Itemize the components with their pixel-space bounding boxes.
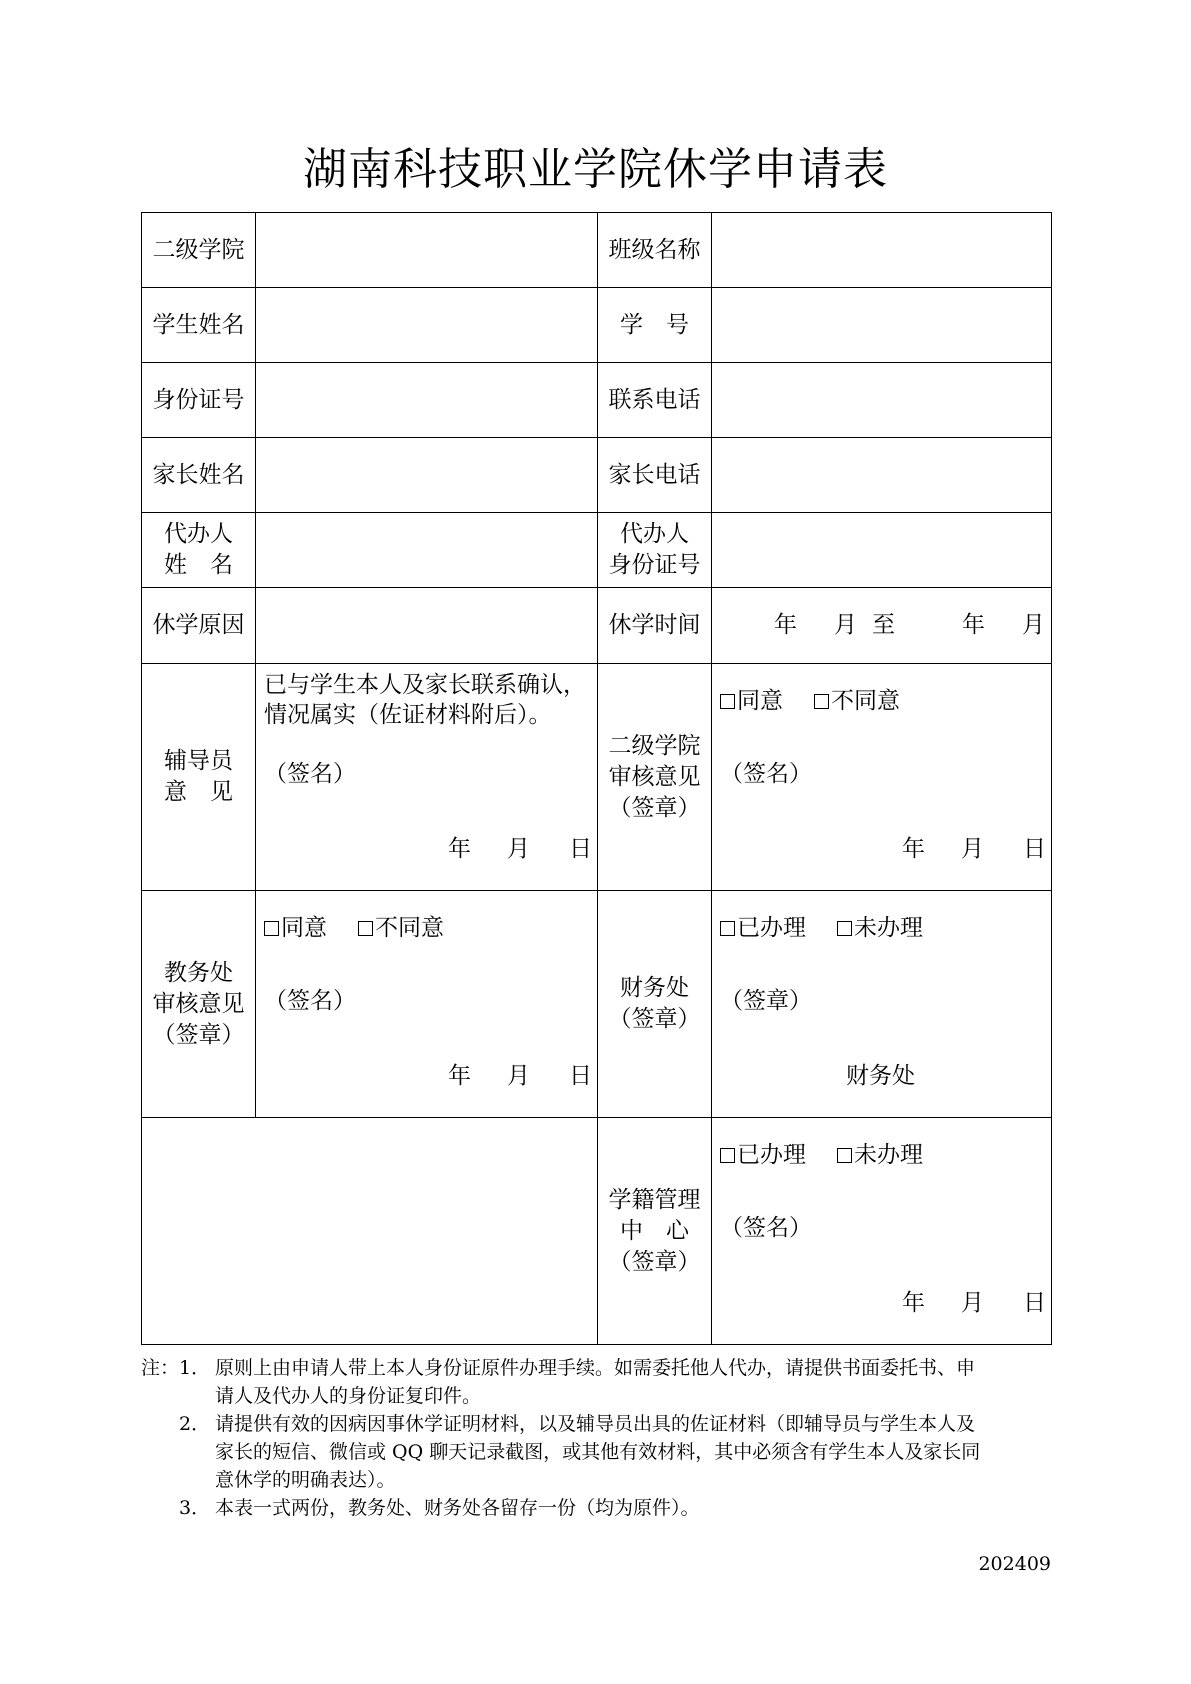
academic-affairs-label-line3: （签章）: [152, 1021, 245, 1048]
id-number-value[interactable]: [256, 363, 598, 438]
agree-checkbox[interactable]: [720, 694, 735, 709]
note-2-line-2: 家长的短信、微信或 QQ 聊天记录截图，或其他有效材料，其中必须含有学生本人及家长同: [215, 1441, 981, 1463]
parent-phone-value[interactable]: [712, 438, 1052, 513]
note-3-number: 3．: [179, 1497, 211, 1519]
done-checkbox[interactable]: [720, 921, 735, 936]
counselor-date-year: 年: [448, 836, 471, 862]
note-2-number: 2．: [179, 1413, 211, 1435]
class-name-value[interactable]: [712, 213, 1052, 288]
registry-date-day: 日: [1023, 1290, 1046, 1316]
note-1-number: 1．: [179, 1357, 211, 1379]
student-name-value[interactable]: [256, 288, 598, 363]
college-review-label-line1: 二级学院: [608, 732, 701, 759]
note-1-line-2: 请人及代办人的身份证复印件。: [215, 1385, 482, 1407]
period-start-month: 月: [834, 612, 857, 638]
registry-label-line2: 中 心: [620, 1217, 689, 1244]
finance-label-line1: 财务处: [620, 975, 689, 1001]
parent-name-value[interactable]: [256, 438, 598, 513]
registry-label-line3: （签章）: [608, 1248, 701, 1275]
college-review-label-line3: （签章）: [608, 794, 701, 821]
agent-id-value[interactable]: [712, 513, 1052, 588]
counselor-text-1: 已与学生本人及家长联系确认，: [264, 672, 586, 698]
period-to: 至: [872, 612, 895, 638]
college-review-opinion[interactable]: [712, 664, 1052, 891]
agree-checkbox[interactable]: [264, 921, 279, 936]
academic-affairs-date-month: 月: [507, 1063, 530, 1089]
academic-affairs-label-line2: 审核意见: [152, 990, 245, 1017]
counselor-text-2: 情况属实（佐证材料附后）。: [264, 702, 552, 728]
registry-date-year: 年: [902, 1290, 925, 1316]
notes-prefix: 注：: [141, 1357, 180, 1379]
done-checkbox[interactable]: [720, 1148, 735, 1163]
note-3-line-1: 本表一式两份，教务处、财务处各留存一份（均为原件）。: [215, 1497, 700, 1519]
agent-id-label: [598, 513, 712, 588]
period-end-year: 年: [962, 612, 985, 638]
agent-name-label-line2: 姓 名: [164, 552, 233, 578]
college-value[interactable]: [256, 213, 598, 288]
registry-sign: （签名）: [720, 1215, 812, 1241]
note-2-line-1: 请提供有效的因病因事休学证明材料，以及辅导员出具的佐证材料（即辅导员与学生本人及: [215, 1413, 976, 1435]
finance-opinion[interactable]: [712, 891, 1052, 1118]
not-done-checkbox[interactable]: [837, 921, 852, 936]
not-done-label: 未办理: [854, 915, 923, 941]
college-label: 二级学院: [142, 213, 256, 288]
period-start-year: 年: [774, 612, 797, 638]
student-id-value[interactable]: [712, 288, 1052, 363]
disagree-label: 不同意: [831, 688, 900, 714]
student-id-label: 学 号: [598, 288, 712, 363]
reason-label: 休学原因: [142, 588, 256, 664]
done-label: 已办理: [737, 1142, 806, 1168]
done-label: 已办理: [737, 915, 806, 941]
agent-name-label-line1: 代办人: [164, 521, 233, 547]
agent-name-label: [142, 513, 256, 588]
finance-label: [598, 891, 712, 1118]
version-code: 202409: [978, 1553, 1051, 1575]
counselor-label-line1: 辅导员: [164, 748, 233, 774]
registry-date-month: 月: [961, 1290, 984, 1316]
notes: [141, 1354, 1053, 1522]
period-value[interactable]: [712, 588, 1052, 664]
registry-label-line1: 学籍管理: [608, 1186, 701, 1213]
academic-affairs-label: [142, 891, 256, 1118]
parent-name-label: 家长姓名: [142, 438, 256, 513]
disagree-checkbox[interactable]: [814, 694, 829, 709]
academic-affairs-date-day: 日: [569, 1063, 592, 1089]
college-review-date-day: 日: [1023, 836, 1046, 862]
registry-opinion[interactable]: [712, 1118, 1052, 1345]
id-number-label: 身份证号: [142, 363, 256, 438]
agent-name-value[interactable]: [256, 513, 598, 588]
student-name-label: 学生姓名: [142, 288, 256, 363]
academic-affairs-label-line1: 教务处: [164, 959, 233, 986]
college-review-label-line2: 审核意见: [608, 763, 701, 790]
counselor-sign: （签名）: [264, 761, 356, 787]
reason-value[interactable]: [256, 588, 598, 664]
period-end-month: 月: [1022, 612, 1045, 638]
phone-value[interactable]: [712, 363, 1052, 438]
note-2-line-3: 意休学的明确表达）。: [215, 1469, 396, 1491]
counselor-label: [142, 664, 256, 891]
finance-label-line2: （签章）: [608, 1006, 701, 1032]
registry-label: [598, 1118, 712, 1345]
blank-cell: [142, 1118, 598, 1345]
class-name-label: 班级名称: [598, 213, 712, 288]
college-review-date-month: 月: [961, 836, 984, 862]
period-label: 休学时间: [598, 588, 712, 664]
not-done-checkbox[interactable]: [837, 1148, 852, 1163]
academic-affairs-opinion[interactable]: [256, 891, 598, 1118]
college-review-date-year: 年: [902, 836, 925, 862]
agent-id-label-line1: 代办人: [620, 521, 689, 547]
finance-office: 财务处: [846, 1063, 915, 1089]
counselor-opinion[interactable]: [256, 664, 598, 891]
counselor-date-day: 日: [569, 836, 592, 862]
college-review-label: [598, 664, 712, 891]
counselor-label-line2: 意 见: [164, 779, 233, 805]
finance-sign: （签章）: [720, 988, 812, 1014]
note-1-line-1: 原则上由申请人带上本人身份证原件办理手续。如需委托他人代办，请提供书面委托书、申: [215, 1357, 976, 1379]
college-review-sign: （签名）: [720, 761, 812, 787]
counselor-date-month: 月: [507, 836, 530, 862]
academic-affairs-sign: （签名）: [264, 988, 356, 1014]
agree-label: 同意: [737, 688, 783, 714]
leave-application-table: [141, 212, 1052, 1345]
disagree-checkbox[interactable]: [358, 921, 373, 936]
academic-affairs-date-year: 年: [448, 1063, 471, 1089]
agree-label: 同意: [281, 915, 327, 941]
phone-label: 联系电话: [598, 363, 712, 438]
parent-phone-label: 家长电话: [598, 438, 712, 513]
agent-id-label-line2: 身份证号: [608, 552, 701, 578]
disagree-label: 不同意: [375, 915, 444, 941]
not-done-label: 未办理: [854, 1142, 923, 1168]
form-title: 湖南科技职业学院休学申请表: [303, 144, 888, 195]
